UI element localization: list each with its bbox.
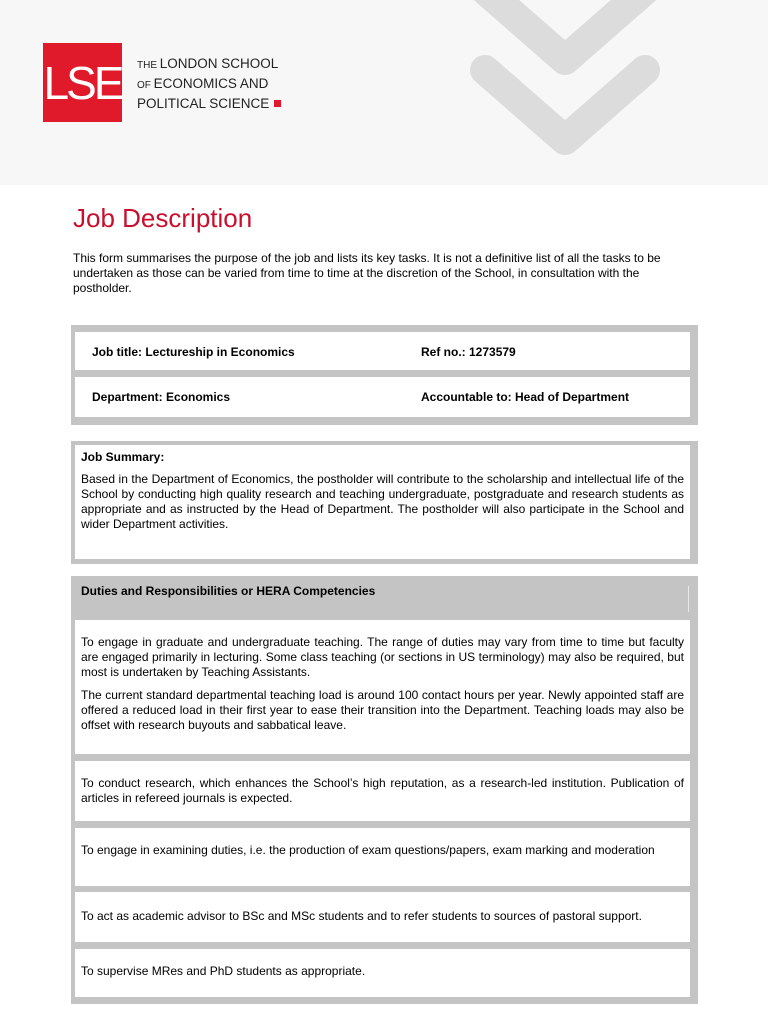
duty-item-4 (75, 892, 690, 942)
intro-text: This form summarises the purpose of the job and lists its key tasks. It is not a definitive list of all the tasks to be undertaken as those can be varied from time to time at the discretion of the School, in consultation with the postholder. (73, 251, 661, 295)
lse-logo (43, 43, 122, 122)
job-info-panel (71, 325, 698, 425)
chevron-decoration-icon (460, 0, 670, 180)
school-name (137, 55, 281, 113)
school-name-line-3: POLITICAL SCIENCE (137, 96, 270, 111)
school-name-prefix-2: OF (137, 80, 154, 91)
duty-1-paragraph-2: The current standard departmental teaching load is around 100 contact hours per year. Newly appointed staff are offered a reduced load in their first year to ease their transition into the Department. Teaching loads may also be offset with research buyouts and sabbatical leave. (81, 688, 684, 732)
duty-3-text: To engage in examining duties, i.e. the production of exam questions/papers, exam marking and moderation (81, 843, 655, 857)
lse-logo-text: LSE (43, 56, 122, 109)
job-summary-text: Based in the Department of Economics, the postholder will contribute to the scholarship and intellectual life of the School by conducting high quality research and teaching undergraduate, postgraduate and research students as appropriate and as instructed by the Head of Department. The postholder will also participate in the School and wider Department activities. (81, 472, 684, 531)
duty-4-text: To act as academic advisor to BSc and MSc students and to refer students to sources of pastoral support. (81, 909, 642, 923)
divider (688, 586, 689, 612)
job-summary-panel (71, 441, 698, 564)
duty-1-paragraph-1: To engage in graduate and undergraduate teaching. The range of duties may vary from time to time but faculty are engaged primarily in lecturing. Some class teaching (or sections in US terminology) may also be required, but most is undertaken by Teaching Assistants. (81, 635, 684, 679)
red-square-icon (274, 100, 281, 107)
ref-no: Ref no.: 1273579 (421, 345, 516, 359)
duty-item-3 (75, 828, 690, 886)
duty-item-1 (75, 620, 690, 754)
job-summary-box (75, 445, 690, 559)
job-summary-heading: Job Summary: (81, 450, 165, 464)
duties-heading: Duties and Responsibilities or HERA Competencies (81, 584, 376, 598)
accountable-to: Accountable to: Head of Department (421, 390, 630, 404)
department: Department: Economics (92, 390, 231, 404)
page-title: Job Description (73, 203, 253, 233)
duty-5-text: To supervise MRes and PhD students as appropriate. (81, 964, 366, 978)
duties-panel (71, 576, 698, 1004)
duty-item-5 (75, 949, 690, 997)
department-row (75, 377, 690, 417)
school-name-prefix-1: THE (137, 60, 160, 71)
job-title: Job title: Lectureship in Economics (92, 345, 295, 359)
school-name-line-1: LONDON SCHOOL (159, 56, 279, 71)
job-title-row (75, 332, 690, 370)
duty-2-text: To conduct research, which enhances the School’s high reputation, as a research-led institution. Publication of articles in refereed journals is expected. (81, 776, 684, 805)
school-name-line-2: ECONOMICS AND (153, 76, 269, 91)
duty-item-2 (75, 761, 690, 821)
